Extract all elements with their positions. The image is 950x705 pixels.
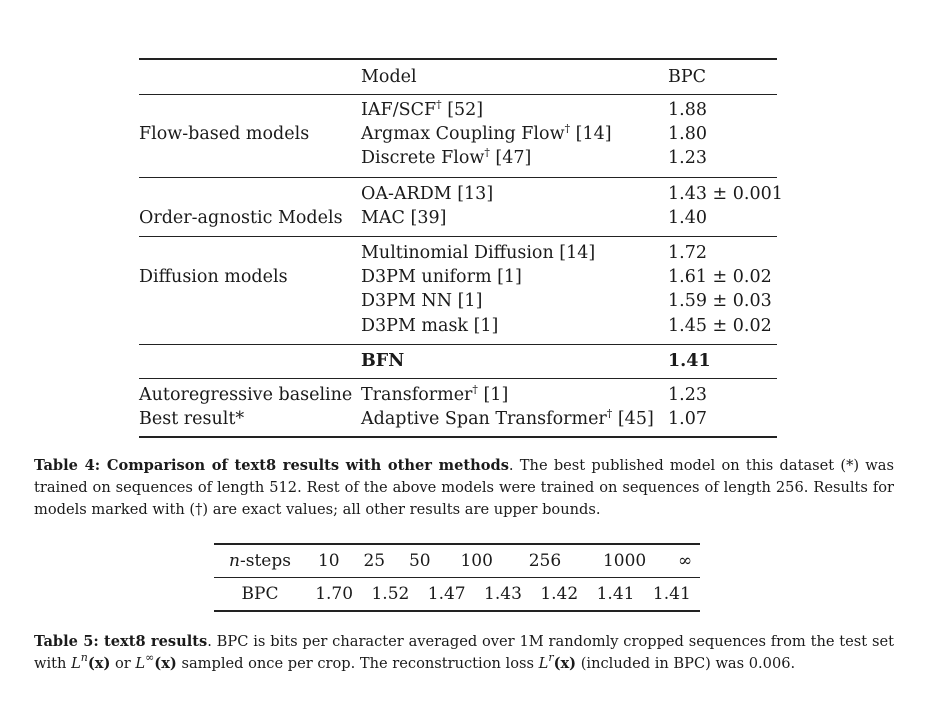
bpc-cell: 1.07 <box>668 409 707 429</box>
bpc-cell: 1.59 ± 0.03 <box>668 291 772 311</box>
bpc-cell: 1.61 ± 0.02 <box>668 267 772 287</box>
model-cell: D3PM NN [1] <box>361 291 483 311</box>
group-label: Flow-based models <box>139 124 310 144</box>
table-5-grid <box>214 545 700 577</box>
caption-text: . The best published model on this dataset (*) was trained on sequences of length 512. Rest of the above models were trained on sequences of length 256. Results for models marked with (†) are exact values; all other results are upper bounds. <box>34 457 894 518</box>
table-cell: ∞ <box>677 551 693 571</box>
bfn-bpc-cell: 1.41 <box>668 351 711 371</box>
model-cell: Transformer† [1] <box>361 383 509 405</box>
table-cell: 1.70 <box>315 584 354 604</box>
model-cell: D3PM uniform [1] <box>361 267 522 287</box>
table-row <box>214 545 700 577</box>
group-rule <box>139 378 777 379</box>
bottom-rule <box>214 610 700 612</box>
bpc-cell: 1.23 <box>668 385 707 405</box>
model-cell: Argmax Coupling Flow† [14] <box>361 122 612 144</box>
model-cell: Adaptive Span Transformer† [45] <box>361 407 654 429</box>
model-cell: Discrete Flow† [47] <box>361 146 532 168</box>
bottom-rule <box>139 436 777 438</box>
table-cell: 1.41 <box>596 584 635 604</box>
table-cell: 10 <box>317 551 340 571</box>
model-cell: MAC [39] <box>361 208 447 228</box>
table-cell: 256 <box>528 551 562 571</box>
table-5-caption: Table 5: text8 results. BPC is bits per character averaged over 1M randomly cropped sequences from the test set with $L^n(x)$ or L∞(x) sampled once per crop. The reconstruction loss $L^r(x)$ (included in BPC) was 0.006. <box>34 633 894 672</box>
row-label: n-steps <box>229 551 291 571</box>
group-label: Diffusion models <box>139 267 288 287</box>
bpc-cell: 1.80 <box>668 124 707 144</box>
model-cell: Multinomial Diffusion [14] <box>361 243 596 263</box>
model-cell: IAF/SCF† [52] <box>361 98 484 120</box>
table-row <box>214 578 700 610</box>
header-bpc: BPC <box>668 67 707 87</box>
bpc-cell: 1.45 ± 0.02 <box>668 316 772 336</box>
caption-label: Table 4: Comparison of text8 results with other methods <box>34 457 509 474</box>
group-label: Best result* <box>139 409 245 429</box>
bpc-cell: 1.40 <box>668 208 707 228</box>
bfn-model-cell: BFN <box>361 351 405 371</box>
caption-label: Table 5: text8 results <box>34 633 208 650</box>
group-rule <box>139 236 777 237</box>
table-cell: 100 <box>460 551 493 571</box>
table-cell: 1.43 <box>484 584 522 604</box>
group-label: Autoregressive baseline <box>139 385 353 405</box>
table-cell: 1000 <box>602 551 647 571</box>
group-rule <box>139 177 777 178</box>
table-cell: 1.47 <box>427 584 466 604</box>
top-rule <box>139 58 777 60</box>
group-rule <box>139 344 777 345</box>
model-cell: D3PM mask [1] <box>361 316 499 336</box>
group-label: Order-agnostic Models <box>139 208 343 228</box>
header-model: Model <box>361 67 417 87</box>
bpc-cell: 1.43 ± 0.001 <box>668 184 783 204</box>
table-cell: 1.42 <box>540 584 579 604</box>
table-cell: 50 <box>408 551 431 571</box>
bpc-cell: 1.88 <box>668 100 707 120</box>
bpc-cell: 1.72 <box>668 243 707 263</box>
row-label: BPC <box>241 584 279 604</box>
table-5 <box>214 543 700 612</box>
table-4-caption <box>34 455 894 521</box>
table-cell: 1.52 <box>371 584 410 604</box>
table-cell: 1.41 <box>652 584 691 604</box>
header-rule <box>139 94 777 95</box>
table-5-grid-body <box>214 578 700 610</box>
model-cell: OA-ARDM [13] <box>361 184 494 204</box>
table-cell: 25 <box>363 551 386 571</box>
bpc-cell: 1.23 <box>668 148 707 168</box>
